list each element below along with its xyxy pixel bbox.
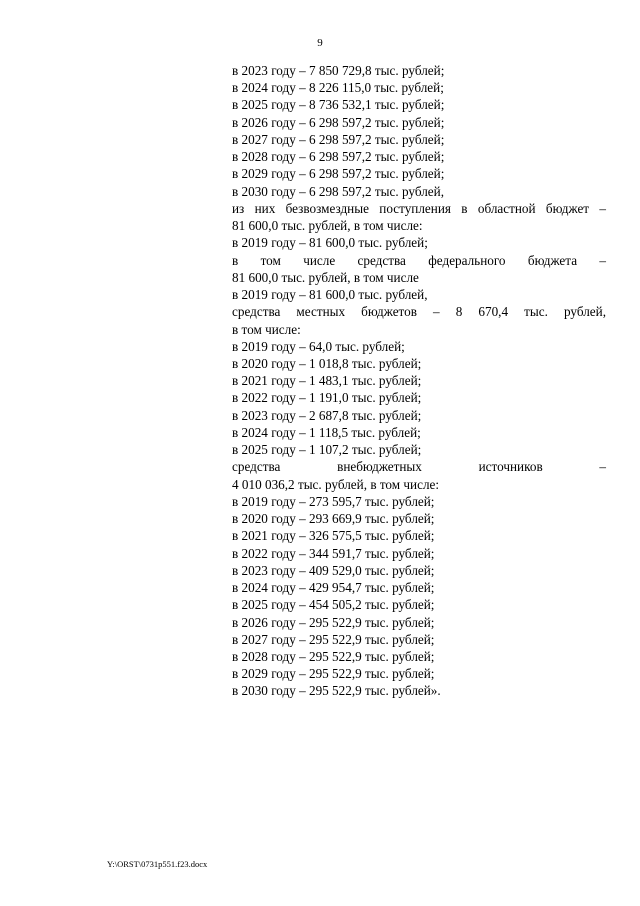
text-line: в 2027 году – 295 522,9 тыс. рублей; (232, 631, 435, 647)
text-line: в 2023 году – 7 850 729,8 тыс. рублей; (232, 63, 445, 78)
text-line: в 2029 году – 295 522,9 тыс. рублей; (232, 666, 435, 682)
text-line: в 2025 году – 1 107,2 тыс. рублей; (232, 442, 422, 458)
text-line: в 2025 году – 8 736 532,1 тыс. рублей; (232, 97, 445, 113)
text-line: в 2030 году – 6 298 597,2 тыс. рублей, (232, 183, 444, 199)
text-line: в 2026 году – 295 522,9 тыс. рублей; (232, 614, 435, 630)
text-line: в 2021 году – 326 575,5 тыс. рублей; (232, 528, 435, 544)
text-line: в 2024 году – 429 954,7 тыс. рублей; (232, 580, 435, 596)
text-line: в 2029 году – 6 298 597,2 тыс. рублей; (232, 166, 445, 182)
text-line: из них безвозмездные поступления в областной бюджет – (232, 200, 606, 216)
text-line: в 2022 году – 344 591,7 тыс. рублей; (232, 545, 435, 561)
text-line: в 2021 году – 1 483,1 тыс. рублей; (232, 373, 422, 389)
footer-file-path: Y:\ORST\0731p551.f23.docx (107, 859, 208, 869)
page-number: 9 (317, 37, 323, 49)
text-line: в 2019 году – 81 600,0 тыс. рублей; (232, 235, 428, 251)
text-line: в том числе средства федерального бюджета – (232, 252, 606, 268)
text-line: в 2025 году – 454 505,2 тыс. рублей; (232, 597, 435, 613)
text-line: в 2024 году – 1 118,5 тыс. рублей; (232, 424, 421, 440)
document-body (232, 62, 606, 700)
text-line: 4 010 036,2 тыс. рублей, в том числе: (232, 476, 440, 492)
text-line: 81 600,0 тыс. рублей, в том числе: (232, 218, 423, 234)
text-line: в 2028 году – 295 522,9 тыс. рублей; (232, 648, 435, 664)
text-line: в том числе: (232, 321, 301, 337)
text-line: в 2019 году – 64,0 тыс. рублей; (232, 338, 405, 354)
text-line: в 2020 году – 1 018,8 тыс. рублей; (232, 355, 422, 371)
text-line: в 2023 году – 2 687,8 тыс. рублей; (232, 407, 422, 423)
text-line: в 2024 году – 8 226 115,0 тыс. рублей; (232, 80, 444, 96)
text-line: средства внебюджетных источников – (232, 459, 606, 475)
text-line: в 2022 году – 1 191,0 тыс. рублей; (232, 390, 422, 406)
text-line: в 2028 году – 6 298 597,2 тыс. рублей; (232, 149, 445, 165)
text-line: в 2027 году – 6 298 597,2 тыс. рублей; (232, 131, 445, 147)
text-line: в 2026 году – 6 298 597,2 тыс. рублей; (232, 114, 445, 130)
text-line: 81 600,0 тыс. рублей, в том числе (232, 269, 419, 285)
text-line: в 2030 году – 295 522,9 тыс. рублей». (232, 683, 441, 699)
text-line: средства местных бюджетов – 8 670,4 тыс. рублей, (232, 304, 606, 320)
text-line: в 2019 году – 81 600,0 тыс. рублей, (232, 287, 428, 303)
text-line: в 2020 году – 293 669,9 тыс. рублей; (232, 511, 435, 527)
text-line: в 2019 году – 273 595,7 тыс. рублей; (232, 493, 435, 509)
text-line: в 2023 году – 409 529,0 тыс. рублей; (232, 562, 435, 578)
